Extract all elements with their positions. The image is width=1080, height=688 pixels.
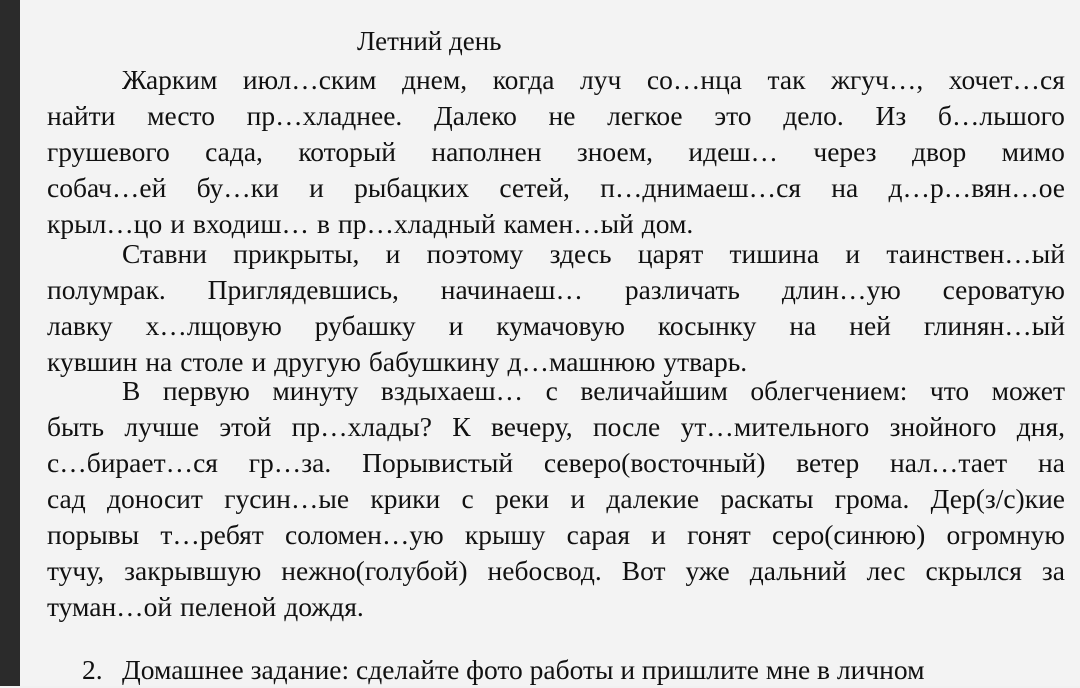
word: крики [370,483,441,514]
word: дня, [1016,411,1065,442]
word: длин…ую [781,274,901,305]
word: не [548,100,576,131]
paragraph-1 [47,62,1065,242]
text-line [47,134,1065,170]
word: найти [47,100,116,131]
word: соломен…ую [285,519,444,550]
word: этой [219,411,272,442]
word: крыл…цо [47,208,163,239]
homework-number: 2. [82,654,103,685]
word: огромную [946,519,1065,550]
word: пеленой [180,591,277,622]
word: и [448,310,464,341]
word: дождя. [284,591,364,622]
word: и [845,238,861,269]
word: двор [911,136,967,167]
word: и [170,208,185,239]
word: бу…ки [196,172,279,203]
word: нал…тает [890,447,1008,478]
word: пр…хладнее. [246,100,403,131]
word: серо(синюю) [772,519,926,550]
word: легкое [607,100,683,131]
text-line [47,308,1065,344]
word: косынку [657,310,757,341]
word: быть [47,411,105,442]
word: сероватую [942,274,1065,305]
word: х…лщовую [145,310,282,341]
word: днем, [401,64,468,95]
document-title: Летний день [357,26,502,56]
word: облегчением: [750,375,908,406]
word: таинствен…ый [886,238,1065,269]
word: грома. [834,483,910,514]
word: и [251,346,267,377]
word: д…р…вян…ое [888,172,1065,203]
homework-line [82,652,925,688]
paragraph-2 [47,236,1065,380]
word: с [545,375,558,406]
word: через [813,136,877,167]
word: д…машнюю [507,346,656,377]
word: что [929,375,970,406]
word: Жарким [122,64,218,95]
word: первую [162,375,250,406]
word: камен…ый [503,208,634,239]
word: скрылся [925,555,1022,586]
word: Ставни [122,238,207,269]
word: уже [685,555,730,586]
word: мимо [1001,136,1065,167]
word: полумрак. [47,274,166,305]
word: рыбацких [354,172,470,203]
word: гр…за. [248,447,332,478]
word: грушевого [47,136,170,167]
word: Порывистый [362,447,514,478]
word: наполнен [431,136,542,167]
word: Далеко [434,100,517,131]
word: это [714,100,752,131]
word: лучше [124,411,200,442]
word: бабушкину [368,346,500,377]
word: и [309,172,324,203]
word: туман…ой [47,591,173,622]
word: сарая [566,519,630,550]
word: кувшин [47,346,138,377]
word: К [452,411,471,442]
word: утварь. [663,346,748,377]
word: и [651,519,666,550]
text-line [47,517,1065,553]
word: на [145,346,173,377]
word: начинаеш… [440,274,583,305]
text-line [47,62,1065,98]
word: с [461,483,474,514]
word: когда [492,64,555,95]
word: кумачовую [496,310,625,341]
homework-text: Домашнее задание: сделайте фото работы и пришлите мне в личном [122,654,925,685]
text-line [47,589,1065,625]
text-line [47,409,1065,445]
text-line [47,98,1065,134]
paragraph-3 [47,373,1065,625]
word: небосвод. [487,555,602,586]
text-line [47,553,1065,589]
word: идеш… [688,136,778,167]
word: различать [624,274,740,305]
word: ветер [796,447,860,478]
word: другую [274,346,361,377]
word: дело. [783,100,844,131]
word: в [317,208,331,239]
word: может [991,375,1065,406]
word: луч [580,64,622,95]
word: пр…хладный [338,208,496,239]
word: далекие [606,483,700,514]
word: лавку [47,310,113,341]
word: и [385,238,401,269]
word: тучу, [47,555,105,586]
word: тишина [729,238,820,269]
word: дом. [641,208,694,239]
word: со…нца [646,64,742,95]
word: хочет…ся [948,64,1065,95]
word: сетей, [499,172,570,203]
word: п…днимаеш…ся [600,172,801,203]
word: гонят [687,519,751,550]
word: минуту [272,375,359,406]
word: сад [47,483,86,514]
word: ней [849,310,891,341]
word: В [122,375,141,406]
word: порывы [47,519,140,550]
document-page [20,0,1080,686]
word: гусин…ые [224,483,350,514]
word: сада, [205,136,263,167]
word: входиш… [193,208,310,239]
word: Дер(з/с)кие [930,483,1065,514]
word: на [1038,447,1065,478]
word: и [570,483,586,514]
word: царят [637,238,704,269]
word: июл…ским [242,64,377,95]
text-line [47,236,1065,272]
word: лес [866,555,906,586]
word: собач…ей [47,172,167,203]
text-line [47,445,1065,481]
word: жгуч…, [830,64,924,95]
word: на [831,172,859,203]
word: закрывшую [124,555,262,586]
word: дальний [749,555,847,586]
text-line [47,272,1065,308]
word: зноем, [576,136,653,167]
word: с…бирает…ся [47,447,218,478]
word: на [789,310,817,341]
word: поэтому [426,238,524,269]
word: нежно(голубой) [281,555,468,586]
word: столе [180,346,244,377]
word: ут…мительного [680,411,870,442]
word: Вот [621,555,666,586]
word: здесь [549,238,612,269]
text-line [47,373,1065,409]
word: Из [875,100,907,131]
word: Приглядевшись, [207,274,399,305]
word: раскаты [720,483,814,514]
word: за [1041,555,1065,586]
word: т…ребят [160,519,264,550]
text-line [47,170,1065,206]
word: пр…хлады? [291,411,432,442]
word: глинян…ый [923,310,1065,341]
word: после [592,411,661,442]
word: прикрыты, [233,238,360,269]
left-dark-edge [0,0,20,686]
word: рубашку [314,310,416,341]
word: место [147,100,215,131]
word: знойного [889,411,997,442]
word: реки [495,483,550,514]
word: вечеру, [490,411,573,442]
word: так [767,64,806,95]
word: б…льшого [937,100,1065,131]
word: северо(восточный) [543,447,766,478]
word: величайшим [580,375,728,406]
text-line [47,481,1065,517]
word: вздыхаеш… [380,375,524,406]
word: который [298,136,397,167]
word: крышу [464,519,546,550]
word: доносит [107,483,203,514]
